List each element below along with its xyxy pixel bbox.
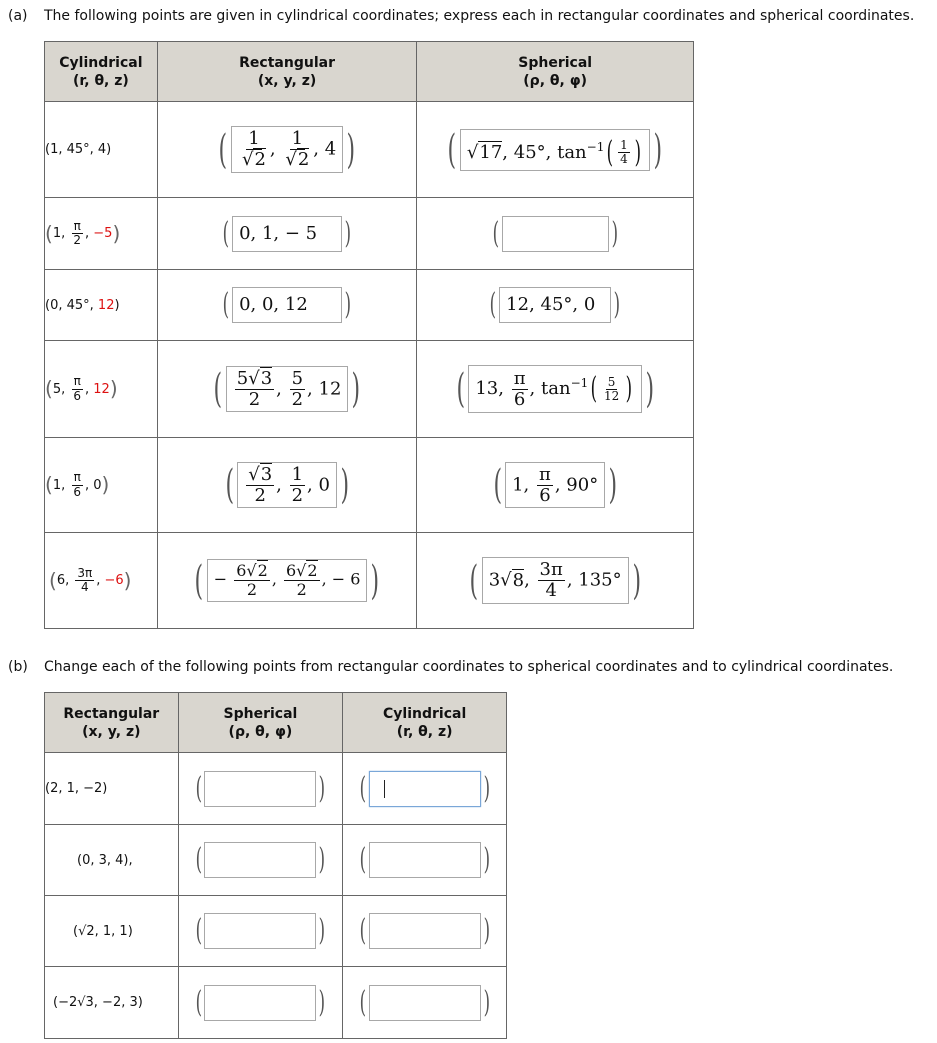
table-row [45,533,694,629]
rect-answer-cell: ( 0, 1, − 5 ) [157,198,417,270]
cyl-answer-input[interactable] [369,771,481,807]
rect-answer-input[interactable]: $\frac{√3}{2}$ , $\frac{1}{2}$ , 0 [237,462,337,509]
table-row [45,753,507,825]
given-point: (0, 45°, 12) [45,270,158,341]
rect-answer-input[interactable]: 0, 1, − 5 [232,216,342,252]
sph-answer-input[interactable]: 1, $\frac{\pi}{6}$ , 90° [505,462,605,509]
rect-answer-input[interactable]: 0, 0, 12 [232,287,342,323]
part-b-instruction: Change each of the following points from rectangular coordinates to spherical coordinates and to cylindrical coordinates. [44,659,894,675]
cyl-answer-input[interactable] [369,913,481,949]
part-b-label: (b) [8,659,28,675]
cyl-answer-cell: ( ) [343,896,507,967]
sph-answer-cell: ( 13, $\frac{\pi}{6}$ , $\tan^{-1}$( $\frac{5}{12}$ ) ) [417,341,694,438]
part-a-prompt [8,8,914,24]
sph-answer-cell: ( ) [178,753,343,825]
cyl-answer-cell: ( ) [343,967,507,1039]
cyl-answer-input[interactable] [369,842,481,878]
table-row [45,825,507,896]
given-point: (0, 3, 4), [45,825,179,896]
table-row [45,270,694,341]
table-row [45,102,694,198]
rect-answer-input[interactable]: $\frac{5√3}{2}$ , $\frac{5}{2}$ , 12 [226,366,349,413]
sph-answer-input[interactable] [204,771,316,807]
sph-answer-input[interactable]: 3√8, $\frac{3\pi}{4}$ , 135° [482,557,629,604]
given-point: (1, $\frac{\pi}{2}$ , −5) [45,198,158,270]
table-row [45,967,507,1039]
given-point: (5, $\frac{\pi}{6}$ , 12) [45,341,158,438]
rect-answer-input[interactable]: $\frac{1}{√2}$ , $\frac{1}{√2}$ , 4 [231,126,343,173]
part-a-table [44,41,694,629]
sph-answer-input[interactable]: √17, 45°, $\tan^{-1}$( $\frac{1}{4}$ ) [460,129,651,171]
given-point: (2, 1, −2) [45,753,179,825]
header-cylindrical: Cylindrical (r, θ, z) [343,693,507,753]
cyl-answer-cell: ( ) [343,753,507,825]
rect-answer-cell: ( 0, 0, 12 ) [157,270,417,341]
sph-answer-input[interactable] [204,913,316,949]
sph-answer-cell: ( ) [417,198,694,270]
rect-answer-cell: ( $\frac{√3}{2}$ , $\frac{1}{2}$ , 0 ) [157,438,417,533]
sph-answer-cell: ( √17, 45°, $\tan^{-1}$( $\frac{1}{4}$ ) ) [417,102,694,198]
rect-answer-cell: ( $\frac{1}{√2}$ , $\frac{1}{√2}$ , 4 ) [157,102,417,198]
given-point: (1, 45°, 4) [45,102,158,198]
given-point: (6, $\frac{3\pi}{4}$ , −6) [45,533,158,629]
rect-answer-cell: ( − $\frac{6√2}{2}$ , $\frac{6√2}{2}$ , − 6 ) [157,533,417,629]
given-point: (√2, 1, 1) [45,896,179,967]
sph-answer-input[interactable] [502,216,609,252]
part-b-table [44,692,507,1039]
table-row [45,341,694,438]
sph-answer-cell: ( 12, 45°, 0 ) [417,270,694,341]
sph-answer-input[interactable]: 13, $\frac{\pi}{6}$ , $\tan^{-1}$( $\frac{5}{12}$ ) [468,365,642,412]
table-row [45,198,694,270]
sph-answer-cell: ( ) [178,825,343,896]
rect-answer-cell: ( $\frac{5√3}{2}$ , $\frac{5}{2}$ , 12 ) [157,341,417,438]
header-spherical: Spherical (ρ, θ, φ) [417,42,694,102]
sph-answer-cell: ( ) [178,896,343,967]
header-rectangular: Rectangular (x, y, z) [45,693,179,753]
table-row [45,438,694,533]
header-cylindrical: Cylindrical (r, θ, z) [45,42,158,102]
given-point: (1, $\frac{\pi}{6}$ , 0) [45,438,158,533]
sph-answer-input[interactable] [204,985,316,1021]
part-a-label: (a) [8,8,28,24]
sph-answer-cell: ( ) [178,967,343,1039]
sph-answer-input[interactable]: 12, 45°, 0 [499,287,611,323]
part-b-prompt [8,659,893,675]
sph-answer-cell: ( 1, $\frac{\pi}{6}$ , 90° ) [417,438,694,533]
text-cursor [384,780,385,798]
table-row [45,896,507,967]
rect-answer-input[interactable]: − $\frac{6√2}{2}$ , $\frac{6√2}{2}$ , − 6 [207,559,368,601]
header-spherical: Spherical (ρ, θ, φ) [178,693,343,753]
sph-answer-cell: ( 3√8, $\frac{3\pi}{4}$ , 135° ) [417,533,694,629]
sph-answer-input[interactable] [204,842,316,878]
part-a-instruction: The following points are given in cylindrical coordinates; express each in rectangular coordinates and spherical coordinates. [44,8,915,24]
cyl-answer-input[interactable] [369,985,481,1021]
header-rectangular: Rectangular (x, y, z) [157,42,417,102]
cyl-answer-cell: ( ) [343,825,507,896]
given-point: (−2√3, −2, 3) [45,967,179,1039]
